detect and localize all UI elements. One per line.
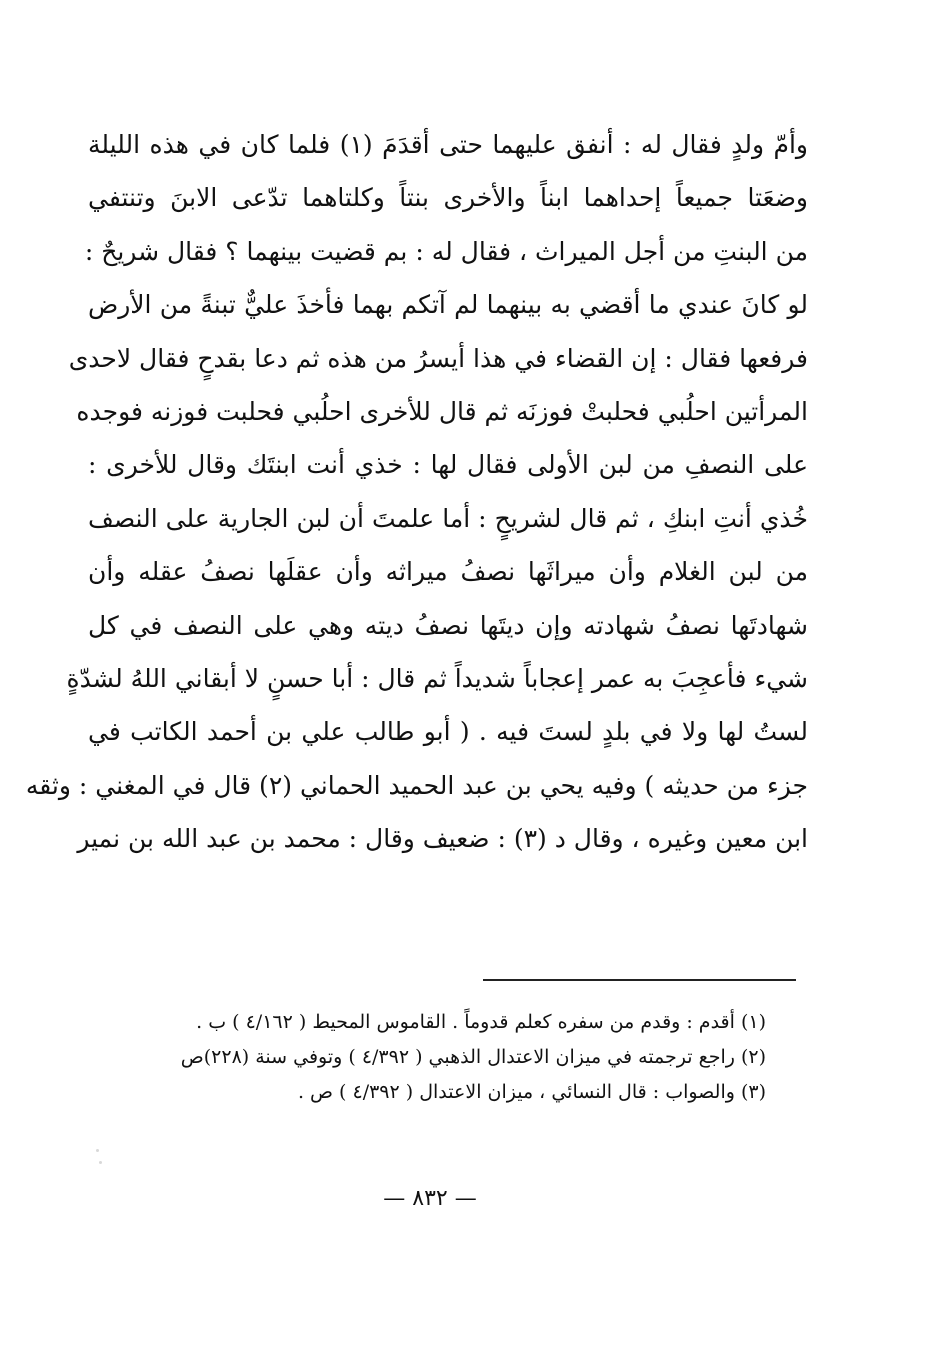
text-line: من لبن الغلام وأن ميراثَها نصفُ ميراثه وأن عقلَها نصفُ عقله وأن xyxy=(88,557,808,587)
text-line: لستُ لها ولا في بلدٍ لستَ فيه . ( أبو طالب علي بن أحمد الكاتب في xyxy=(88,717,808,747)
text-line: المرأتين احلُبي فحلبتْ فوزنَه ثم قال للأخرى احلُبي فحلبت فوزنه فوجده xyxy=(76,396,808,426)
main-text-block xyxy=(25,118,808,865)
text-line: من البنتِ من أجل الميراث ، فقال له : بم قضيت بينهما ؟ فقال شريحٌ : xyxy=(84,236,808,266)
text-line: وضعَتا جميعاً إحداهما ابناً والأخرى بنتاً وكلتاهما تدّعى الابنَ وتنتفي xyxy=(88,183,808,213)
text-line: وأمّ ولدٍ فقال له : أنفق عليهما حتى أقدَمَ (١) فلما كان في هذه الليلة xyxy=(88,130,808,159)
page-number: — ٨٣٢ — xyxy=(383,1186,477,1211)
scan-speck xyxy=(96,1149,99,1152)
footnote-1: (١) أقدم : وقدم من سفره كعلم قدوماً . القاموس المحيط ( ٤/١٦٢ ) ب . xyxy=(196,1011,766,1033)
text-line: فرفعها فقال : إن القضاء في هذا أيسرُ من هذه ثم دعا بقدحٍ فقال لاحدى xyxy=(68,343,808,373)
text-line: خُذي أنتِ ابنكِ ، ثم قال لشريحٍ : أما علمتَ أن لبن الجارية على النصف xyxy=(88,503,808,533)
text-line: لو كانَ عندي ما أقضي به بينهما لم آتكم بهما فأخذَ عليٌّ تبنةً من الأرض xyxy=(88,290,808,320)
text-line: ابن معين وغيره ، وقال د (٣) : ضعيف وقال : محمد بن عبد الله بن نمير xyxy=(77,824,808,854)
text-line: شيء فأعجِبَ به عمر إعجاباً شديداً ثم قال : أبا حسنٍ لا أبقاني اللهُ لشدّةٍ xyxy=(66,663,808,693)
text-line: جزء من حديثه ) وفيه يحي بن عبد الحميد الحماني (٢) قال في المغني : وثقه xyxy=(25,770,808,800)
footnote-separator xyxy=(483,979,796,981)
text-line: شهادتَها نصفُ شهادته وإن ديتَها نصفُ ديته وهي على النصف في كل xyxy=(88,610,808,640)
scan-speck xyxy=(99,1161,102,1164)
footnote-2: (٢) راجع ترجمته في ميزان الاعتدال الذهبي ( ٤/٣٩٢ ) وتوفي سنة (٢٢٨)ص xyxy=(180,1046,766,1068)
footnote-3: (٣) والصواب : قال النسائي ، ميزان الاعتدال ( ٤/٣٩٢ ) ص . xyxy=(297,1081,766,1103)
text-line: على النصفِ من لبن الأولى فقال لها : خذي أنت ابنتَك وقال للأخرى : xyxy=(88,450,808,480)
footnotes-block xyxy=(90,1005,766,1110)
